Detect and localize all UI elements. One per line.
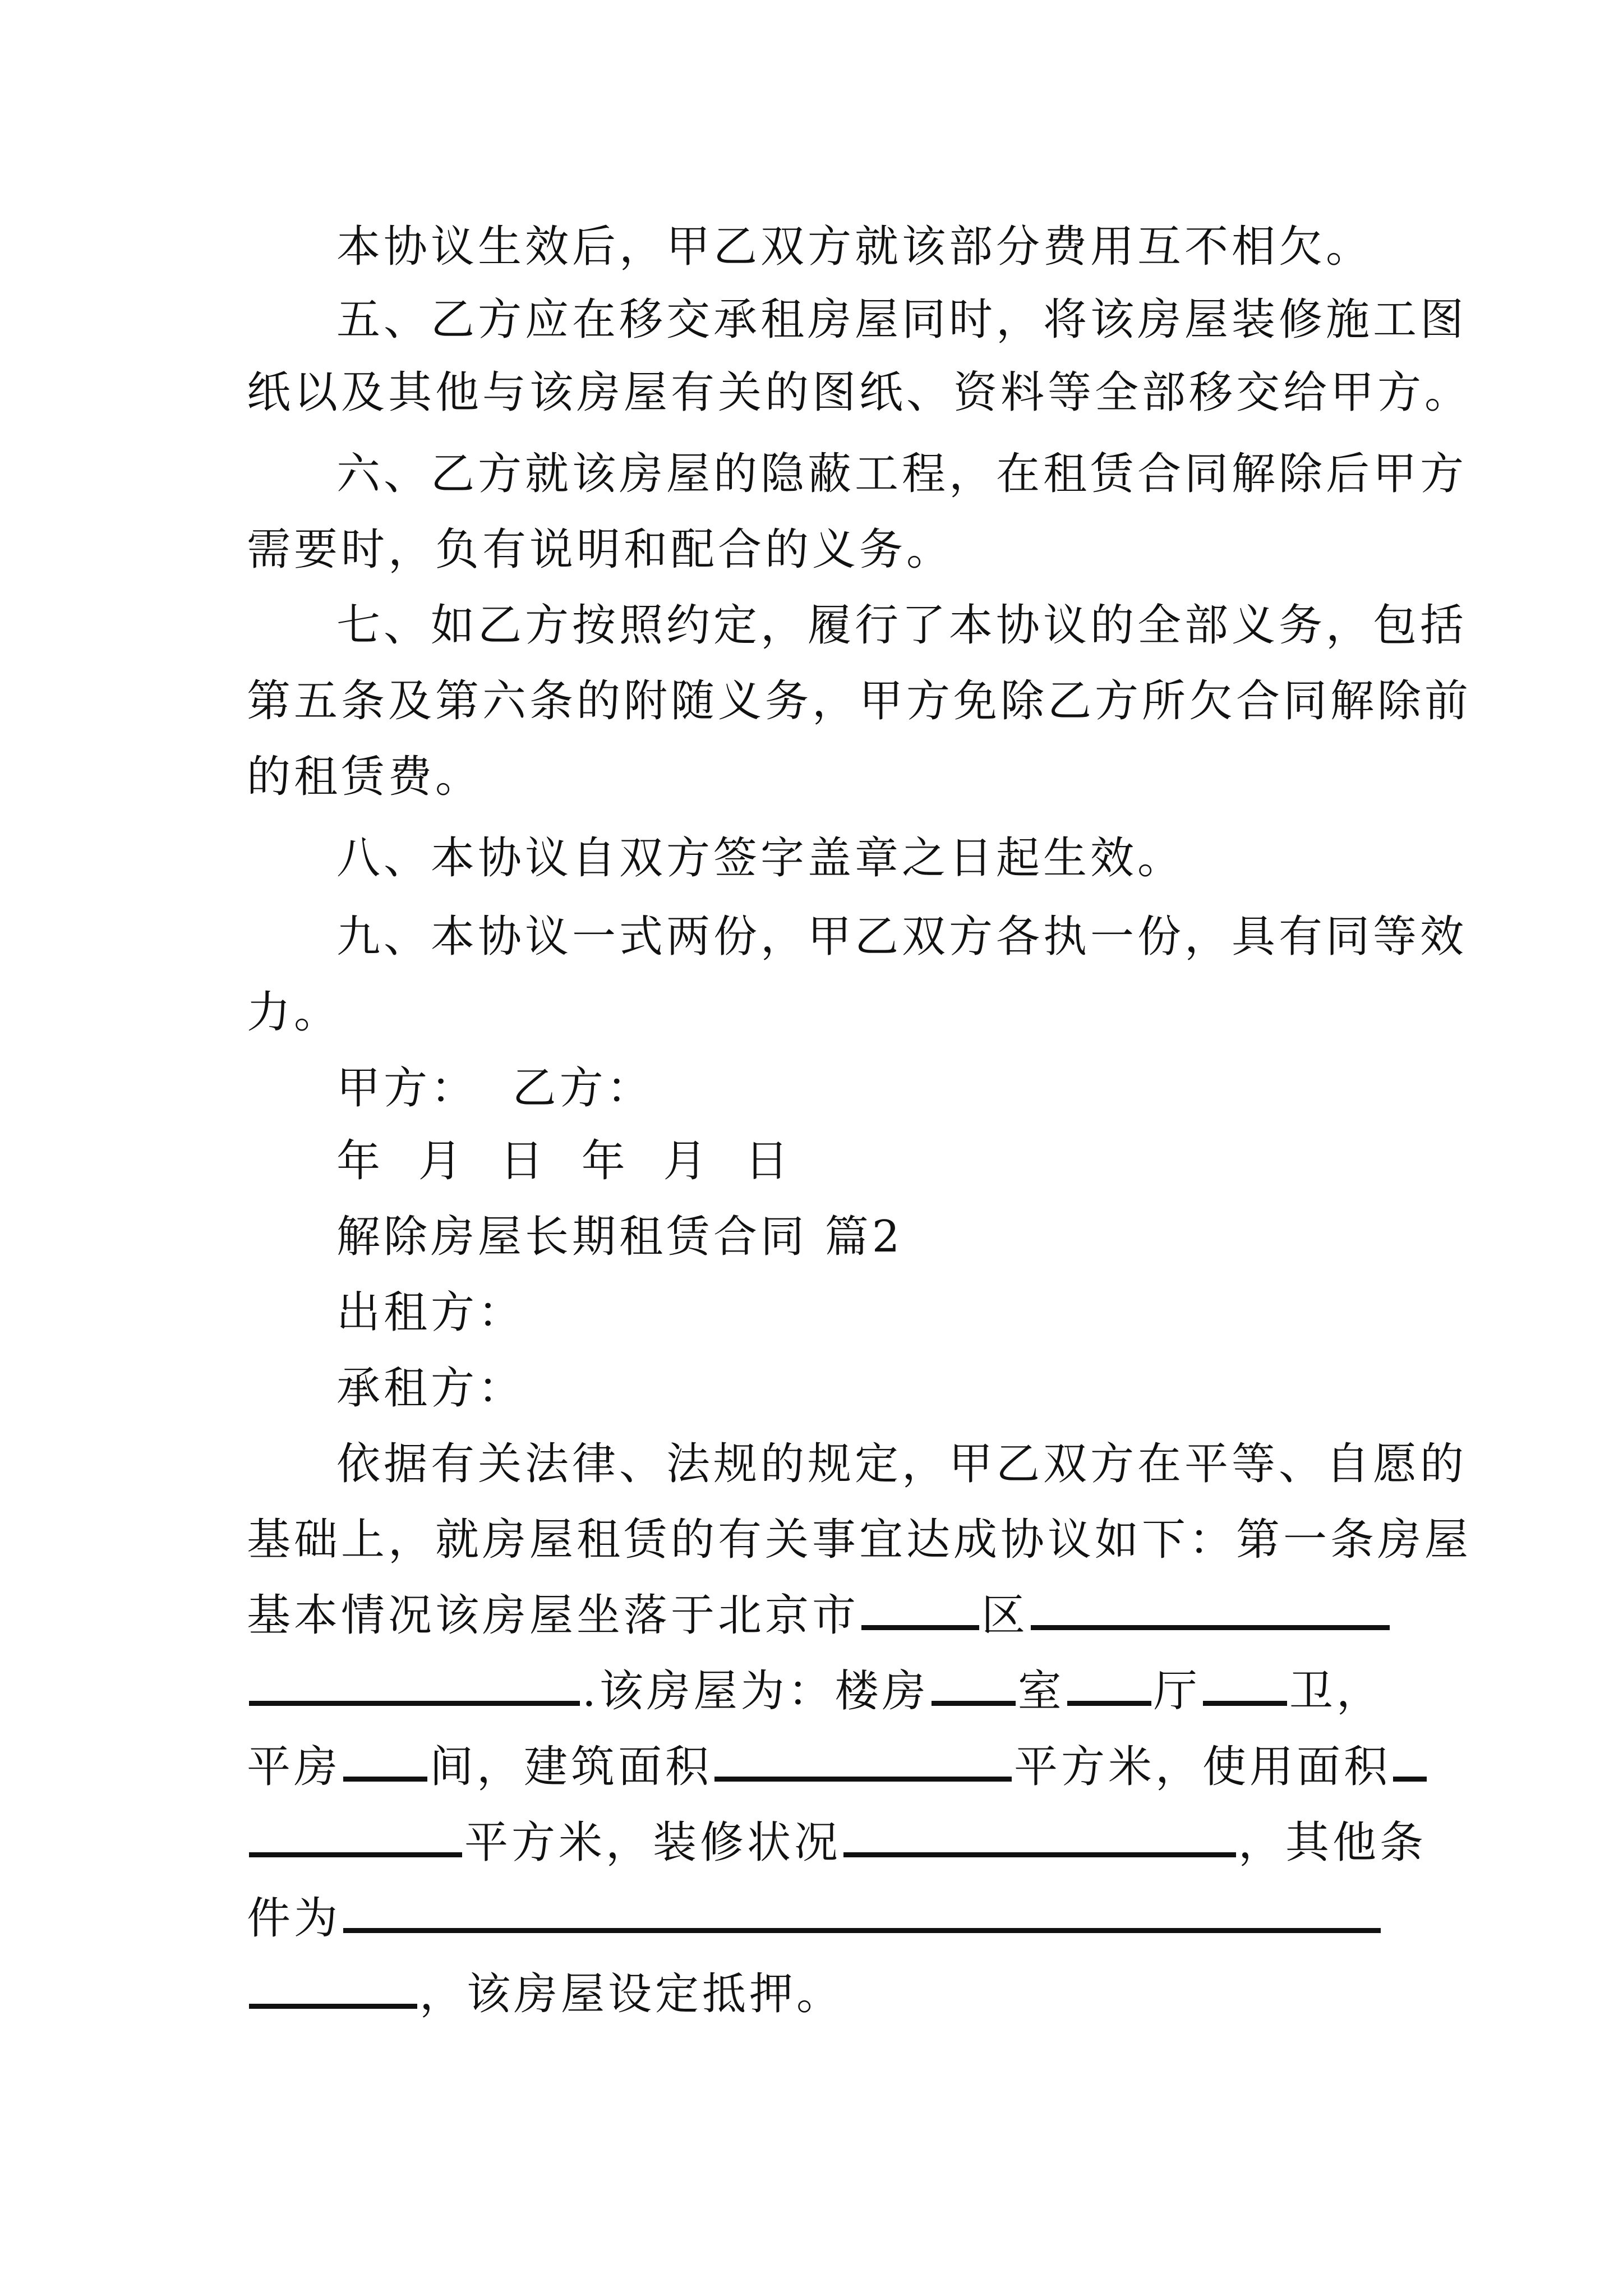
building-area-label: 间，建筑面积 xyxy=(430,1742,713,1792)
other-conditions-line xyxy=(247,1888,1383,1949)
clause-7-text: 七、如乙方按照约定，履行了本协议的全部义务，包括 xyxy=(336,600,1468,651)
clause-7-text: 的租赁费。 xyxy=(247,752,483,802)
building-area-blank xyxy=(714,1765,1012,1782)
bungalow-label: 平房 xyxy=(247,1742,342,1792)
bath-label: 卫， xyxy=(1289,1666,1384,1717)
property-location-text: 基本情况该房屋坐落于北京市 xyxy=(247,1590,860,1641)
mortgage-text: ，该房屋设定抵押。 xyxy=(419,1969,844,2019)
decoration-blank xyxy=(843,1841,1236,1857)
room-count-blank xyxy=(932,1690,1016,1706)
usable-area-label: 平方米，使用面积 xyxy=(1014,1742,1391,1792)
mortgage-line xyxy=(247,1963,843,2025)
hall-label: 厅 xyxy=(1153,1666,1201,1717)
district-blank xyxy=(861,1614,979,1630)
usable-area-blank xyxy=(1393,1765,1427,1782)
other-conditions-text: 件为 xyxy=(247,1893,342,1944)
section-heading: 解除房屋长期租赁合同 篇2 xyxy=(336,1212,903,1262)
district-label: 区 xyxy=(981,1590,1029,1641)
room-label: 室 xyxy=(1017,1666,1065,1717)
decoration-label: 平方米，装修状况 xyxy=(464,1818,842,1868)
property-type-text: .该房屋为：楼房 xyxy=(582,1666,929,1717)
clause-7-text: 第五条及第六条的附随义务，甲方免除乙方所欠合同解除前 xyxy=(247,676,1472,726)
other-conditions-blank-continued xyxy=(249,1993,417,2009)
property-type-line xyxy=(247,1660,1384,1722)
clause-5-text: 纸以及其他与该房屋有关的图纸、资料等全部移交给甲方。 xyxy=(247,367,1472,418)
signature-date: 年 月 日 年 月 日 xyxy=(336,1136,792,1186)
bungalow-rooms-blank xyxy=(343,1765,427,1782)
paragraph-text: 本协议生效后，甲乙双方就该部分费用互不相欠。 xyxy=(336,222,1373,272)
decoration-line xyxy=(247,1812,1427,1874)
clause-6-text: 需要时，负有说明和配合的义务。 xyxy=(247,524,954,575)
bath-count-blank xyxy=(1203,1690,1287,1706)
hall-count-blank xyxy=(1067,1690,1151,1706)
usable-area-blank-continued xyxy=(249,1841,462,1857)
agreement-intro: 依据有关法律、法规的规定，甲乙双方在平等、自愿的 xyxy=(336,1439,1468,1489)
other-conditions-label: ，其他条 xyxy=(1238,1818,1427,1868)
clause-6-text: 六、乙方就该房屋的隐蔽工程，在租赁合同解除后甲方 xyxy=(336,449,1468,499)
agreement-intro: 基础上，就房屋租赁的有关事宜达成协议如下：第一条房屋 xyxy=(247,1515,1472,1565)
address-blank-continued xyxy=(249,1690,580,1706)
other-conditions-blank xyxy=(343,1917,1381,1933)
lessor-label: 出租方： xyxy=(336,1287,525,1338)
clause-9-text: 九、本协议一式两份，甲乙双方各执一份，具有同等效 xyxy=(336,912,1468,962)
clause-5-text: 五、乙方应在移交承租房屋同时，将该房屋装修施工图 xyxy=(336,295,1468,345)
area-line xyxy=(247,1736,1429,1798)
clause-9-text: 力。 xyxy=(247,987,342,1038)
property-location-line xyxy=(247,1585,1392,1646)
address-blank xyxy=(1031,1614,1390,1630)
lessee-label: 承租方： xyxy=(336,1363,525,1414)
signature-parties: 甲方： 乙方： xyxy=(336,1063,654,1114)
clause-8-text: 八、本协议自双方签字盖章之日起生效。 xyxy=(336,833,1185,884)
